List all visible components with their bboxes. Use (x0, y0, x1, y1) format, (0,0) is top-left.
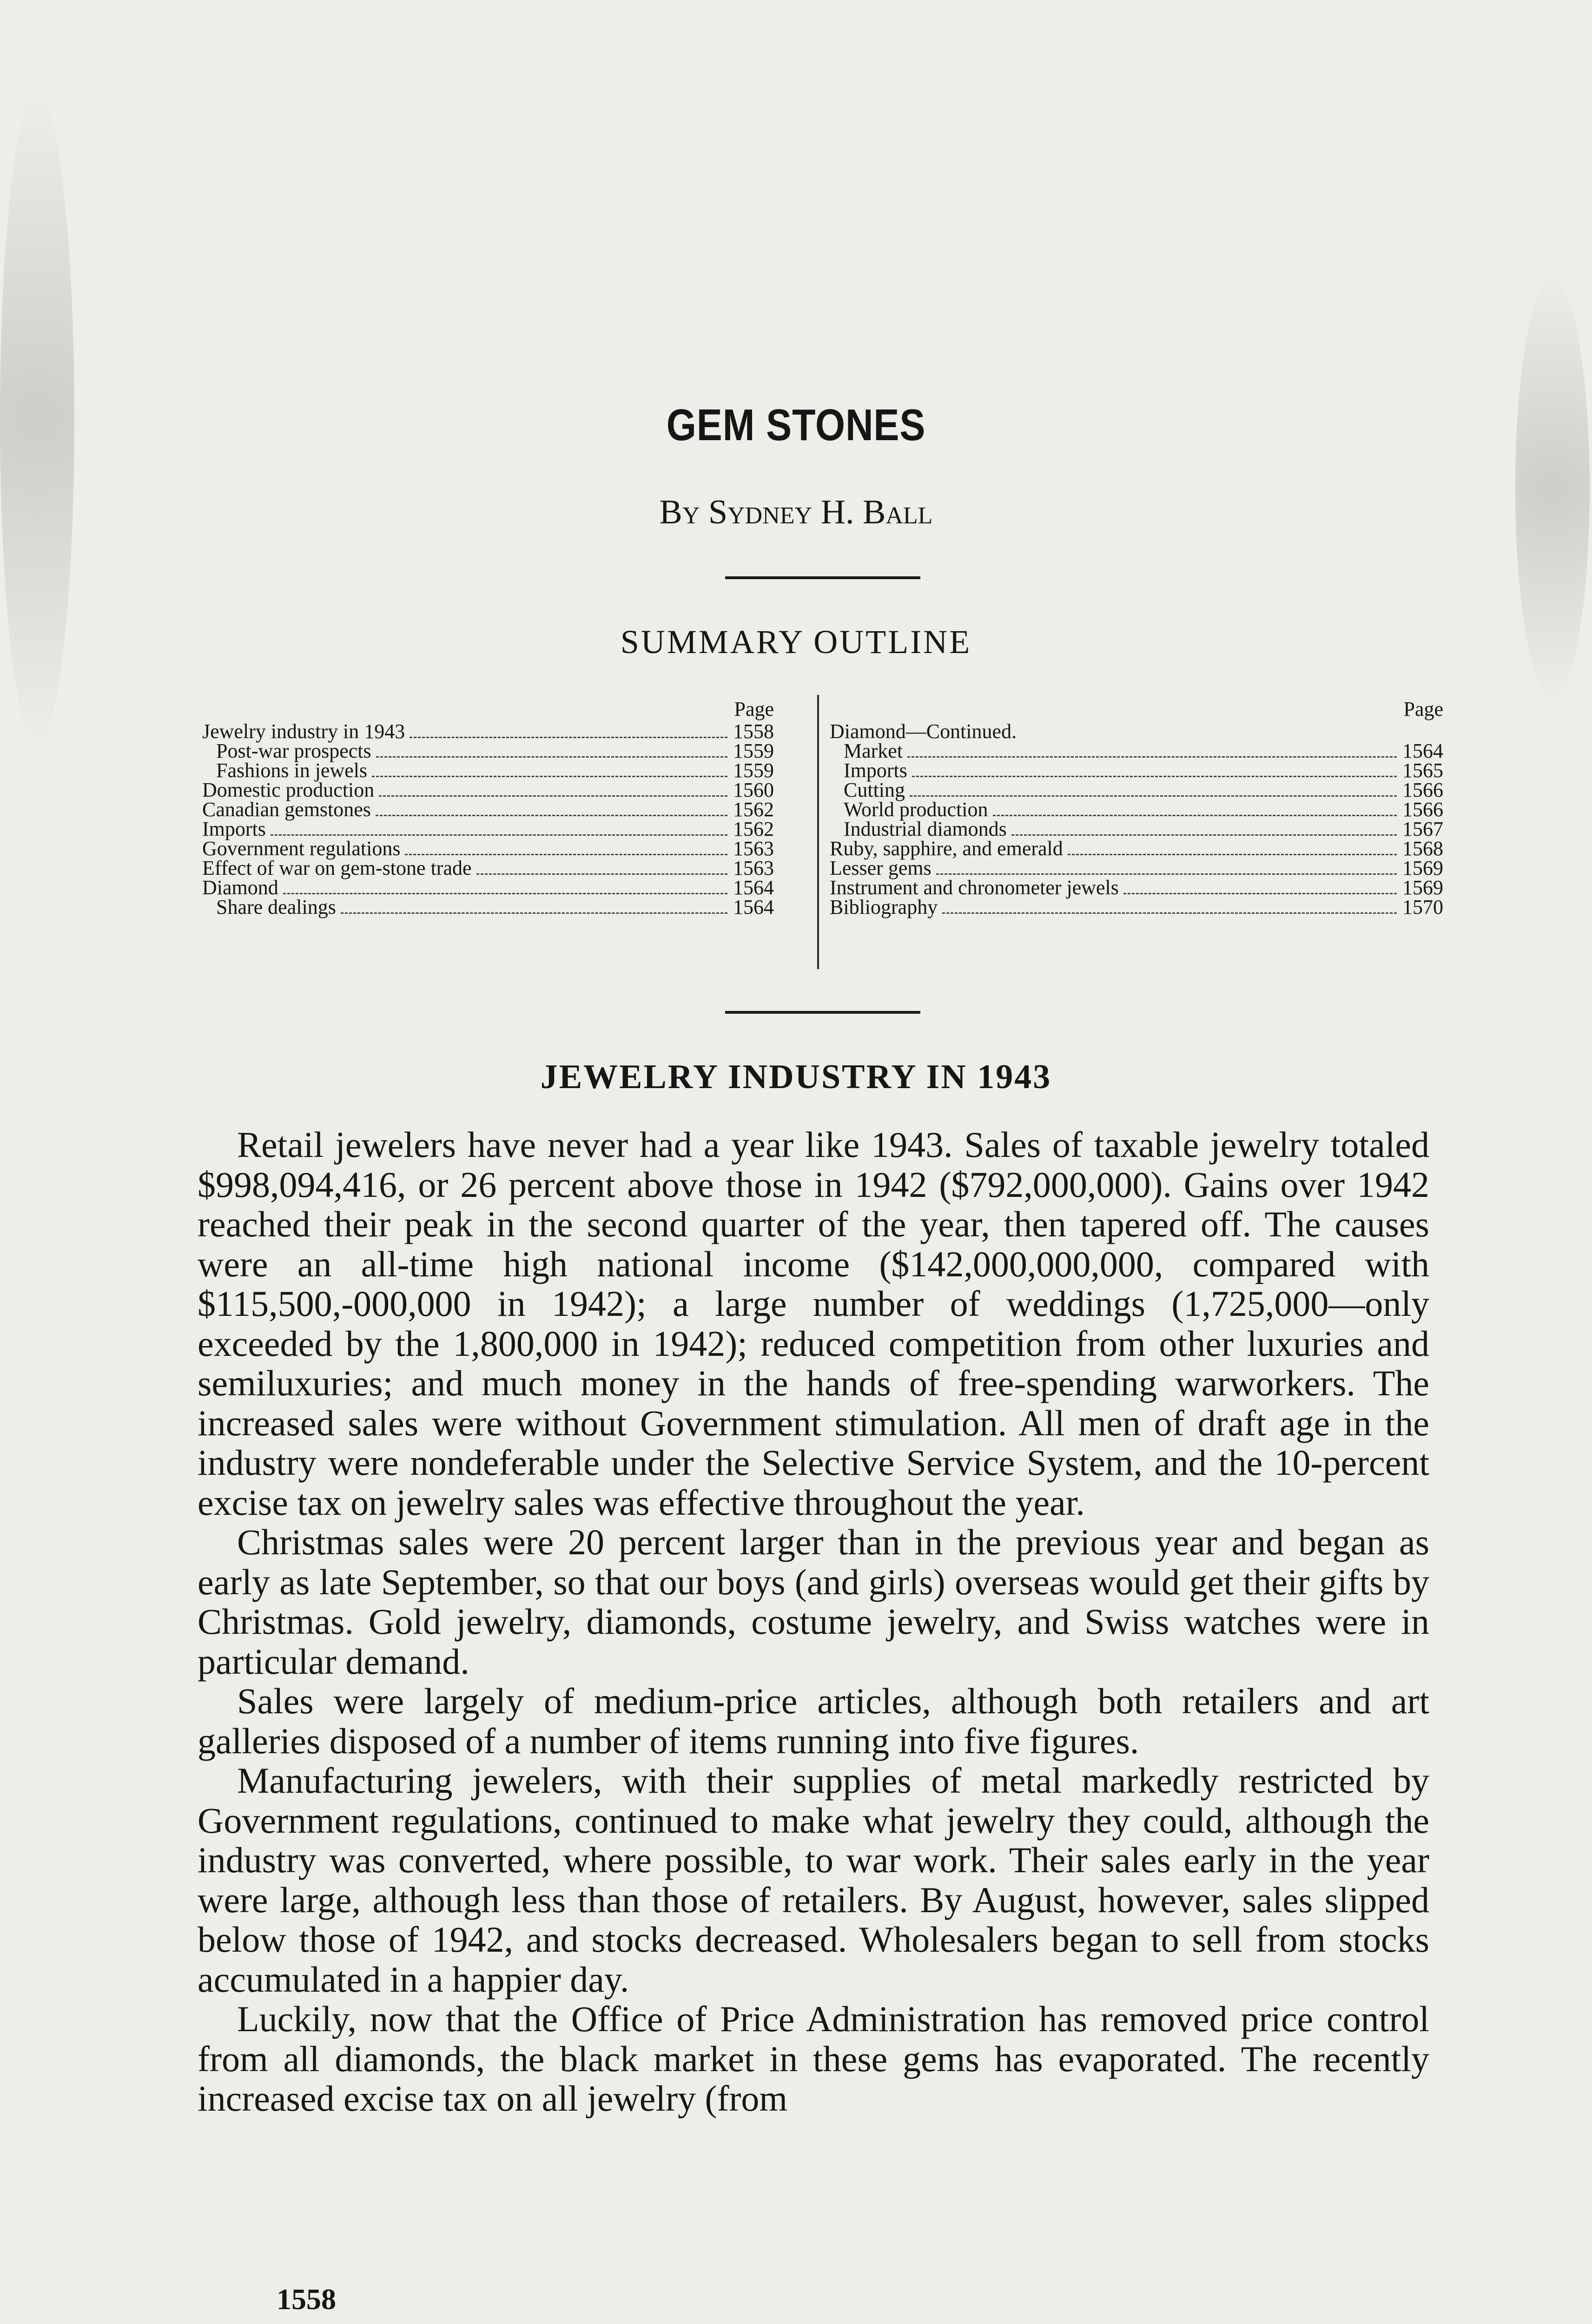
toc-leader-dots (283, 893, 727, 894)
toc-entry-page: 1564 (733, 896, 774, 918)
toc-entry (202, 839, 774, 858)
section-heading: JEWELRY INDUSTRY IN 1943 (540, 1058, 1052, 1096)
toc-entry (830, 780, 1443, 800)
toc-leader-dots (376, 756, 727, 758)
toc-entry-label: Diamond (202, 876, 278, 899)
toc-leader-dots (372, 776, 727, 777)
toc-leader-dots (1123, 893, 1397, 894)
toc-entry (202, 741, 774, 761)
toc-leader-dots (376, 815, 727, 816)
toc-entry-page: 1560 (733, 779, 774, 801)
toc-entry (830, 839, 1443, 858)
toc-entry-page: 1562 (733, 798, 774, 821)
toc-entry-label: Lesser gems (830, 857, 931, 879)
toc-entry-label: Diamond—Continued. (830, 720, 1017, 743)
toc-entry-page: 1569 (1402, 876, 1443, 899)
toc-entry-page: 1559 (733, 759, 774, 782)
toc-entry-label: Cutting (844, 779, 905, 801)
toc-entry-label: Effect of war on gem-stone trade (202, 857, 472, 879)
toc-leader-dots (1011, 834, 1397, 836)
toc-entry-label: Imports (202, 818, 266, 840)
toc-leader-dots (476, 873, 728, 875)
toc-entry-page: 1569 (1402, 857, 1443, 879)
body-text (198, 1125, 1429, 2119)
toc-leader-dots (907, 756, 1397, 758)
toc-leader-dots (405, 854, 727, 855)
summary-outline-heading: SUMMARY OUTLINE (620, 623, 972, 660)
section-rule (725, 1011, 920, 1014)
toc-entry-label: Ruby, sapphire, and emerald (830, 837, 1063, 860)
toc-entry-page: 1564 (733, 876, 774, 899)
toc-entry (202, 898, 774, 917)
toc-entry (830, 858, 1443, 878)
toc-entry (830, 819, 1443, 839)
toc-entry-page: 1558 (733, 720, 774, 743)
page-title: GEM STONES (666, 400, 926, 450)
author-byline: By Sydney H. Ball (659, 493, 933, 531)
toc-entry (830, 878, 1443, 898)
toc-entry-label: Share dealings (216, 896, 336, 918)
toc-entry-page: 1565 (1402, 759, 1443, 782)
paragraph: Christmas sales were 20 percent larger than in the previous year and began as early as late September, so that our boys (and girls) overseas would get their gifts by Christmas. Gold jewelry, diamonds, costume jewelry, and Swiss watches were in particular demand. (198, 1522, 1429, 1682)
toc-leader-dots (912, 776, 1397, 777)
toc-entry-page: 1563 (733, 837, 774, 860)
toc-leader-dots (410, 737, 727, 738)
toc-entry-label: Imports (844, 759, 907, 782)
toc-entry (830, 722, 1443, 741)
toc-leader-dots (910, 795, 1397, 797)
toc-entry-page: 1559 (733, 739, 774, 762)
paragraph: Manufacturing jewelers, with their supplies of metal markedly restricted by Government regulations, continued to make what jewelry they could, although the industry was converted, where possible, to war work. Their sales early in the year were large, although less than those of retailers. By August, however, sales slipped below those of 1942, and stocks decreased. Wholesalers began to sell from stocks accumulated in a happier day. (198, 1760, 1429, 2000)
paragraph: Sales were largely of medium-price articles, although both retailers and art galleries disposed of a number of items running into five figures. (198, 1681, 1429, 1761)
toc-entry-page: 1568 (1402, 837, 1443, 860)
toc-entry (202, 858, 774, 878)
toc-right-column (830, 700, 1443, 917)
toc-entry (202, 722, 774, 741)
toc-entry-page: 1567 (1402, 818, 1443, 840)
toc-entry (830, 898, 1443, 917)
toc-leader-dots (341, 912, 727, 914)
toc-entry (830, 800, 1443, 819)
toc-column-divider (817, 695, 819, 969)
toc-entry (202, 800, 774, 819)
toc-entry-page: 1570 (1402, 896, 1443, 918)
toc-leader-dots (1068, 854, 1397, 855)
toc-entry-label: Post-war prospects (216, 739, 371, 762)
toc-entry-page: 1563 (733, 857, 774, 879)
toc-entry (202, 761, 774, 780)
toc-entry-label: Government regulations (202, 837, 401, 860)
toc-entry-page: 1566 (1402, 798, 1443, 821)
toc-entry-label: Instrument and chronometer jewels (830, 876, 1119, 899)
toc-entry (830, 741, 1443, 761)
toc-entry-page: 1566 (1402, 779, 1443, 801)
toc-page-label: Page (1403, 698, 1443, 720)
toc-entry-label: World production (844, 798, 988, 821)
toc-leader-dots (271, 834, 727, 836)
toc-entry (202, 819, 774, 839)
toc-entry-label: Bibliography (830, 896, 938, 918)
toc-leader-dots (942, 912, 1397, 914)
toc-entry-label: Fashions in jewels (216, 759, 368, 782)
toc-entry (830, 761, 1443, 780)
page-number: 1558 (277, 2283, 336, 2316)
title-rule (725, 576, 920, 579)
toc-entry-page: 1562 (733, 818, 774, 840)
toc-leader-dots (936, 873, 1397, 875)
toc-entry-label: Jewelry industry in 1943 (202, 720, 405, 743)
toc-entry (202, 780, 774, 800)
toc-entry-label: Domestic production (202, 779, 375, 801)
toc-entry-label: Canadian gemstones (202, 798, 371, 821)
toc-entry-label: Market (844, 739, 903, 762)
toc-entry-label: Industrial diamonds (844, 818, 1007, 840)
toc-left-column (202, 700, 774, 917)
toc-entry-page: 1564 (1402, 739, 1443, 762)
toc-leader-dots (993, 815, 1397, 816)
toc-page-label: Page (734, 698, 774, 720)
paragraph: Luckily, now that the Office of Price Administration has removed price control from all diamonds, the black market in these gems has evaporated. The recently increased excise tax on all jewelry (from (198, 1999, 1429, 2119)
toc-leader-dots (379, 795, 727, 797)
toc-entry (202, 878, 774, 898)
paragraph: Retail jewelers have never had a year like 1943. Sales of taxable jewelry totaled $998,094,416, or 26 percent above those in 1942 ($792,000,000). Gains over 1942 reached their peak in the second quarter of the year, then tapered off. The causes were an all-time high national income ($142,000,000,000, compared with $115,500,-000,000 in 1942); a large number of weddings (1,725,000—only exceeded by the 1,800,000 in 1942); reduced competition from other luxuries and semiluxuries; and much money in the hands of free-spending warworkers. The increased sales were without Government stimulation. All men of draft age in the industry were nondeferable under the Selective Service System, and the 10-percent excise tax on jewelry sales was effective throughout the year. (198, 1124, 1429, 1523)
